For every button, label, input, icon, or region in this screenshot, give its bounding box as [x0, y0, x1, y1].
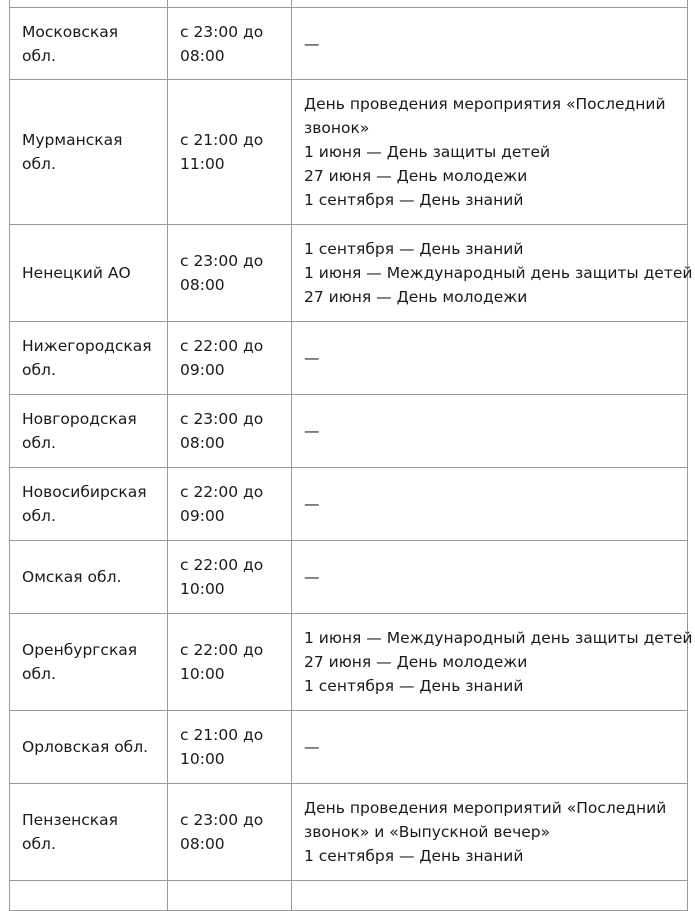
region-cell: Московская обл.: [10, 8, 168, 80]
event-line: 27 июня — День молодежи: [304, 288, 528, 306]
table-row: [10, 784, 688, 881]
region-name: Новосибирская обл.: [22, 483, 147, 525]
time-cell: [168, 0, 292, 8]
time-cell: [168, 881, 292, 911]
time-from: с 22:00 до: [180, 337, 264, 355]
events-cell: [292, 468, 688, 541]
event-line: —: [304, 422, 320, 440]
event-line: День проведения мероприятий «Последний звонок» и «Выпускной вечер»: [304, 799, 667, 841]
time-from: с 21:00 до: [180, 726, 264, 744]
time-cell: [168, 322, 292, 395]
time-cell: [168, 711, 292, 784]
events-cell: [292, 225, 693, 322]
event-line: 1 июня — День защиты детей: [304, 143, 551, 161]
schedule-sheet: [9, 0, 693, 911]
time-cell: [168, 614, 292, 711]
events-cell: [292, 614, 693, 711]
table-row: [10, 614, 688, 711]
time-cell: [168, 784, 292, 881]
time-to: 08:00: [180, 46, 225, 65]
event-line: 27 июня — День молодежи: [304, 653, 528, 671]
region-cell: [10, 468, 168, 541]
time-from: с 23:00 до: [180, 22, 264, 41]
event-line: 1 сентября — День знаний: [304, 240, 524, 258]
events-cell: [292, 881, 688, 911]
region-cell: [10, 395, 168, 468]
event-line: 1 сентября — День знаний: [304, 191, 524, 209]
time-from: с 23:00 до: [180, 410, 264, 428]
region-cell: [10, 614, 168, 711]
table-row: [10, 8, 688, 80]
table-row: [10, 395, 688, 468]
events-cell: [292, 711, 688, 784]
event-line: 1 сентября — День знаний: [304, 847, 524, 865]
event-line: —: [304, 738, 320, 756]
events-cell: [292, 541, 688, 614]
events-cell: [292, 322, 688, 395]
events-cell: [292, 0, 688, 8]
time-cell: [168, 468, 292, 541]
time-from: с 21:00 до: [180, 131, 264, 149]
event-line: День проведения мероприятия «Последний звонок»: [304, 95, 666, 137]
table-row: [10, 541, 688, 614]
table-row: [10, 711, 688, 784]
time-cell: [168, 395, 292, 468]
table-row: [10, 0, 688, 8]
time-cell: [168, 225, 292, 322]
time-from: с 22:00 до: [180, 556, 264, 574]
time-to: 11:00: [180, 155, 225, 173]
events-cell: [292, 395, 688, 468]
region-cell: Мурманская обл.: [10, 80, 168, 225]
event-line: —: [304, 568, 320, 586]
event-line: 1 июня — Международный день защиты детей: [304, 264, 693, 282]
table-row: [10, 322, 688, 395]
event-line: —: [304, 495, 320, 513]
region-cell: Омская обл.: [10, 541, 168, 614]
events-cell: [292, 8, 688, 80]
time-to: 08:00: [180, 276, 225, 294]
region-name: Нижегородская обл.: [22, 337, 152, 379]
time-to: 09:00: [180, 507, 225, 525]
time-to: 10:00: [180, 580, 225, 598]
event-line: 1 сентября — День знаний: [304, 677, 524, 695]
time-to: 10:00: [180, 750, 225, 768]
time-from: с 22:00 до: [180, 483, 264, 501]
event-line: 1 июня — Международный день защиты детей: [304, 629, 693, 647]
time-from: с 23:00 до: [180, 811, 264, 829]
event-line: 27 июня — День молодежи: [304, 167, 528, 185]
events-cell: [292, 784, 688, 881]
time-to: 08:00: [180, 434, 225, 452]
table-row: [10, 468, 688, 541]
curfew-schedule-table: [9, 0, 693, 911]
region-cell: Пензенская обл.: [10, 784, 168, 881]
region-name: Оренбургская обл.: [22, 641, 138, 683]
time-to: 09:00: [180, 361, 225, 379]
region-cell: [10, 881, 168, 911]
table-row: [10, 80, 688, 225]
event-line: —: [304, 34, 320, 53]
table-row: [10, 881, 688, 911]
time-from: с 22:00 до: [180, 641, 264, 659]
time-cell: [168, 8, 292, 80]
region-cell: [10, 322, 168, 395]
time-from: с 23:00 до: [180, 252, 264, 270]
region-name: Новгородская обл.: [22, 410, 137, 452]
region-cell: Орловская обл.: [10, 711, 168, 784]
time-cell: [168, 541, 292, 614]
region-cell: [10, 0, 168, 8]
table-row: [10, 225, 688, 322]
time-to: 08:00: [180, 835, 225, 853]
event-line: —: [304, 349, 320, 367]
events-cell: [292, 80, 688, 225]
region-cell: Ненецкий АО: [10, 225, 168, 322]
time-to: 10:00: [180, 665, 225, 683]
time-cell: [168, 80, 292, 225]
